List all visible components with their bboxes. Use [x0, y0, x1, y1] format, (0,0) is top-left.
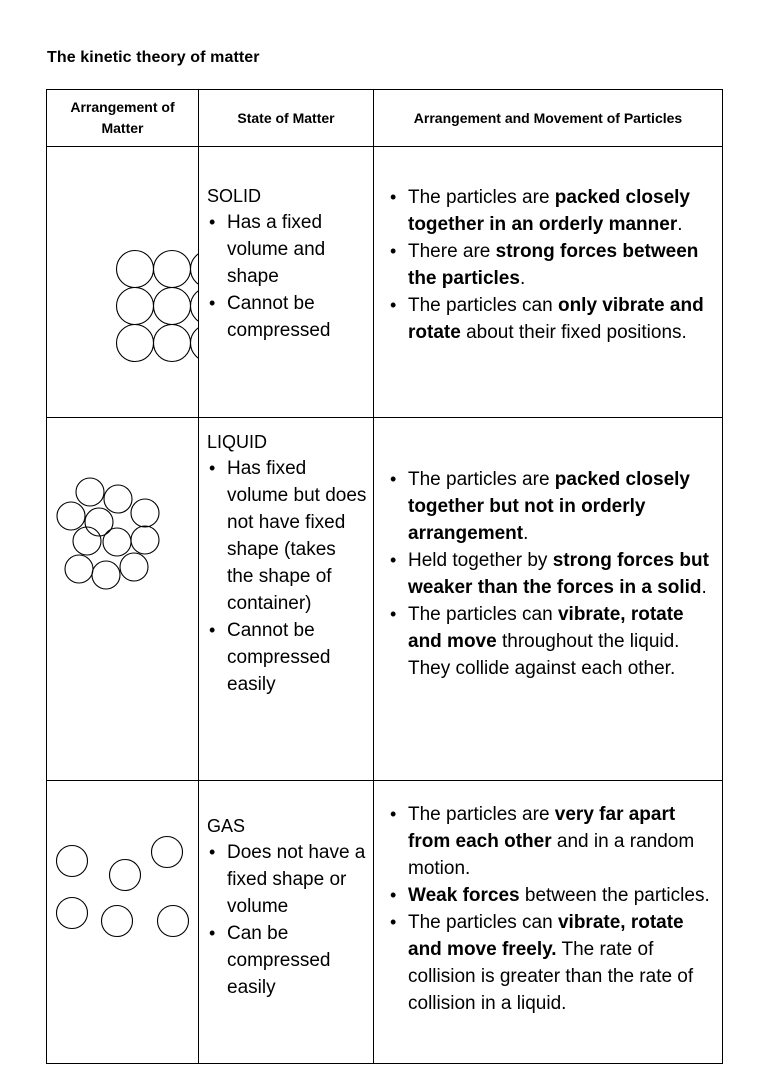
bold-text: strong forces between the particles: [408, 241, 699, 289]
text-span: .: [701, 577, 707, 598]
gas-particle-list: [388, 801, 716, 1017]
liquid-particle: [103, 528, 131, 556]
solid-particle: [117, 288, 154, 325]
state-name-liquid: LIQUID: [207, 432, 268, 452]
text-span: The particles are: [408, 469, 555, 490]
list-item: • Does not have a fixed shape or volume: [207, 839, 367, 920]
list-item: • Has a fixed volume and shape: [207, 209, 367, 290]
bold-text: vibrate, rotate and move: [408, 604, 684, 652]
header-state: State of Matter: [199, 90, 374, 147]
solid-particle-diagram: [47, 147, 199, 417]
list-item: [388, 882, 716, 909]
text-span: The particles can: [408, 912, 558, 933]
list-item: [388, 909, 716, 1017]
list-item: [388, 601, 716, 682]
table-row-gas: [47, 781, 723, 1064]
bold-text: strong forces but weaker than the forces in a solid: [408, 550, 709, 598]
bold-text: Weak forces: [408, 885, 520, 906]
text-span: between the particles.: [519, 885, 710, 906]
text-span: .: [523, 523, 529, 544]
liquid-particle-list: [388, 466, 716, 682]
gas-particles-cell: [374, 781, 723, 1064]
gas-particle: [152, 837, 183, 868]
solid-particle: [117, 325, 154, 362]
list-item: [388, 466, 716, 547]
liquid-particle: [65, 555, 93, 583]
solid-particle: [191, 325, 200, 362]
gas-state-cell: [199, 781, 374, 1064]
liquid-diagram-cell: [47, 418, 199, 781]
kinetic-theory-table: [46, 89, 723, 1064]
liquid-particle: [73, 527, 101, 555]
solid-diagram-cell: [47, 147, 199, 418]
solid-particle: [191, 251, 200, 288]
liquid-particle: [131, 526, 159, 554]
table-row-solid: [47, 147, 723, 418]
text-span: The rate of collision is greater than the rate of collision in a liquid.: [408, 939, 694, 1014]
liquid-particle: [85, 508, 113, 536]
liquid-particle: [76, 478, 104, 506]
liquid-particle: [57, 502, 85, 530]
solid-state-cell: [199, 147, 374, 418]
list-item: • Has fixed volume but does not have fixed shape (takes the shape of container): [207, 455, 367, 617]
state-name-solid: SOLID: [207, 186, 262, 206]
liquid-particle: [92, 561, 120, 589]
list-item: [388, 801, 716, 882]
list-item: [388, 184, 716, 238]
liquid-particle-diagram: [47, 418, 199, 780]
liquid-state-cell: [199, 418, 374, 781]
liquid-particle: [104, 485, 132, 513]
table-header-row: [47, 90, 723, 147]
text-span: throughout the liquid. They collide against each other.: [408, 631, 680, 679]
gas-diagram-cell: [47, 781, 199, 1064]
gas-particle: [110, 860, 141, 891]
list-item: • Cannot be compressed easily: [207, 617, 367, 698]
bold-text: packed closely together in an orderly manner: [408, 187, 690, 235]
solid-particle: [117, 251, 154, 288]
header-movement: Arrangement and Movement of Particles: [374, 90, 723, 147]
solid-particle: [191, 288, 200, 325]
bold-text: packed closely together but not in orderly arrangement: [408, 469, 690, 544]
text-span: and in a random motion.: [408, 831, 695, 879]
header-arrangement: Arrangement of Matter: [47, 90, 199, 147]
document-title: The kinetic theory of matter: [47, 49, 260, 66]
bold-text: vibrate, rotate and move freely.: [408, 912, 684, 960]
solid-particle-list: [388, 184, 716, 346]
bold-text: very far apart from each other: [408, 804, 676, 852]
text-span: Held together by: [408, 550, 553, 571]
gas-particle-diagram: [47, 781, 199, 1063]
gas-particle: [57, 846, 88, 877]
liquid-particle: [120, 553, 148, 581]
text-span: The particles are: [408, 804, 555, 825]
bold-text: only vibrate and rotate: [408, 295, 704, 343]
liquid-particle: [131, 499, 159, 527]
solid-particle: [154, 288, 191, 325]
text-span: The particles can: [408, 295, 558, 316]
liquid-particles-cell: [374, 418, 723, 781]
list-item: [388, 238, 716, 292]
text-span: There are: [408, 241, 496, 262]
list-item: [388, 292, 716, 346]
gas-particle: [158, 906, 189, 937]
solid-particle: [154, 251, 191, 288]
list-item: • Cannot be compressed: [207, 290, 367, 344]
gas-state-bullets: [207, 839, 367, 1001]
text-span: The particles are: [408, 187, 555, 208]
table-row-liquid: [47, 418, 723, 781]
text-span: about their fixed positions.: [460, 322, 687, 343]
list-item: • Can be compressed easily: [207, 920, 367, 1001]
list-item: [388, 547, 716, 601]
solid-particle: [154, 325, 191, 362]
solid-particles-cell: [374, 147, 723, 418]
state-name-gas: GAS: [207, 816, 246, 836]
text-span: .: [677, 214, 683, 235]
gas-particle: [102, 906, 133, 937]
text-span: .: [519, 268, 526, 289]
liquid-state-bullets: [207, 455, 367, 698]
gas-particle: [57, 898, 88, 929]
text-span: The particles can: [408, 604, 558, 625]
solid-state-bullets: [207, 209, 367, 344]
